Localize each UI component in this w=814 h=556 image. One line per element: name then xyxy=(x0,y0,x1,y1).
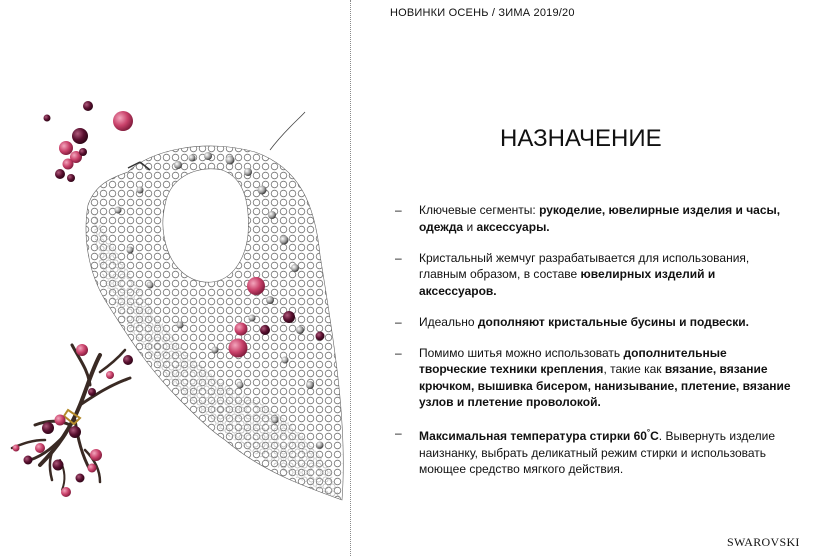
bullet-text: . Вывернуть изделие наизнанку, выбрать деликатный режим стирки и использовать моющее средство мягкого действия. xyxy=(419,429,775,476)
bullet-bold-text: C xyxy=(650,429,659,443)
bullet-marker: – xyxy=(395,345,402,360)
bullet-bold-text: дополнительные творческие техники крепления xyxy=(419,345,727,376)
loose-pearls xyxy=(44,101,134,182)
product-photo xyxy=(0,0,351,556)
swarovski-logo: SWAROVSKI xyxy=(727,535,800,549)
bullet-text: Кристальный жемчуг разрабатывается для использования, главным образом, в составе xyxy=(419,250,750,281)
bullet-bold-text: Максимальная температура стирки 60 xyxy=(419,429,647,443)
bullet-text: Помимо шитья можно использовать xyxy=(419,345,624,360)
bullet-bold-text: ювелирных изделий и аксессуаров. xyxy=(419,267,716,298)
bullet-item xyxy=(395,345,793,411)
collection-header: НОВИНКИ ОСЕНЬ / ЗИМА 2019/20 xyxy=(390,7,575,19)
necklace-illustration xyxy=(0,0,350,556)
bullet-item xyxy=(395,425,793,478)
necklace-chain xyxy=(270,112,305,150)
bullet-bold-text: рукоделие, ювелирные изделия и часы, одежда xyxy=(419,203,781,234)
bullet-marker: – xyxy=(395,314,402,329)
bullet-text: , такие как xyxy=(603,362,665,376)
page-title: НАЗНАЧЕНИЕ xyxy=(500,125,662,152)
bullet-bold-text: вязание, вязание крючком, вышивка бисером, нанизывание, плетение, вязание узлов и плетение проволокой. xyxy=(419,362,791,409)
bullet-item xyxy=(395,202,793,235)
bullet-bold-text: аксессуары. xyxy=(476,219,550,234)
branch-brooch xyxy=(12,345,130,490)
bullet-text: Идеально xyxy=(419,314,478,329)
bullet-marker: – xyxy=(395,250,402,265)
degree-sign: ° xyxy=(646,428,651,437)
bullet-marker: – xyxy=(395,203,402,217)
bullet-text: Ключевые сегменты: xyxy=(419,203,540,217)
bullet-list xyxy=(395,202,793,492)
bullet-item xyxy=(395,250,793,300)
bullet-marker: – xyxy=(395,426,402,440)
bullet-bold-text: дополняют кристальные бусины и подвески. xyxy=(477,314,749,329)
bullet-item xyxy=(395,314,793,331)
bullet-text: и xyxy=(463,219,477,234)
